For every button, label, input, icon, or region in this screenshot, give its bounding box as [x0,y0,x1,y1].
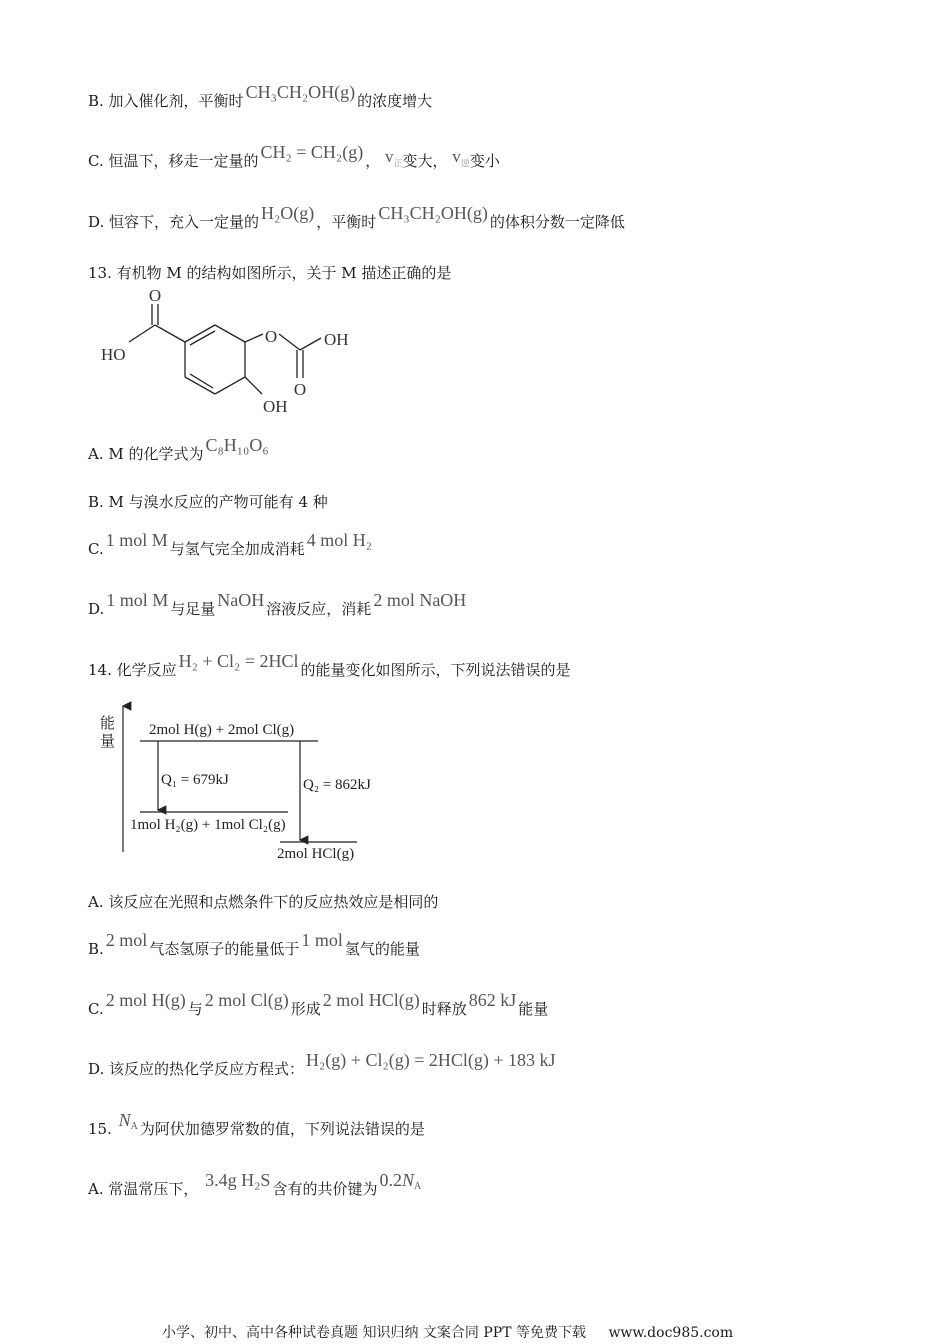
ester-bond [279,334,300,350]
formula: 2 mol NaOH [373,590,467,610]
text: 14. 化学反应 [88,661,177,679]
text: C. 恒温下，移走一定量的 [88,152,259,170]
acid-oh-bond [300,338,321,350]
text: 的体积分数一定降低 [489,213,625,231]
text: 溶液反应，消耗 [266,600,372,618]
formula: 862 kJ [468,990,517,1010]
q1-label: Q₁ = 679kJ [161,772,229,788]
text: 变小 [469,152,500,170]
text: 15. [88,1120,112,1138]
o-top: O [148,290,162,305]
q13-option-a [88,435,271,464]
text: 能量 [518,1000,549,1018]
formula: 2 mol [105,930,148,950]
formula: H₂(g) + Cl₂(g) = 2HCl(g) + 183 kJ [306,1050,556,1070]
text: 与氢气完全加成消耗 [169,540,305,558]
ho-left: HO [101,345,126,364]
q12-option-d [88,203,625,232]
q13-option-d [88,590,468,619]
text: 含有的共价键为 [272,1180,378,1198]
axis-label-2: 量 [100,734,116,750]
n-sub: A [130,1121,138,1132]
mid-level-label: 1mol H₂(g) + 1mol Cl₂(g) [130,817,286,833]
ring-oh-bond [245,377,262,394]
v-sub: 逆 [460,158,470,169]
n: N [118,1110,131,1130]
q14-option-c [88,990,549,1019]
formula: H₂O(g) [261,203,315,223]
text: B. [88,940,104,958]
carboxyl-bond [155,325,185,342]
text: A. M 的化学式为 [88,445,204,463]
v: v [384,147,394,166]
ring-bond [215,377,245,394]
formula: NaOH [217,590,265,610]
n-sub: A [413,1181,422,1192]
text: 形成 [290,1000,321,1018]
formula: 2 mol H(g) [105,990,186,1010]
q15-stem [88,1110,425,1140]
text: B. 加入催化剂，平衡时 [88,92,244,110]
q12-option-c [88,142,500,173]
num: 0.2 [379,1170,402,1190]
formula: 1 mol M [106,590,169,610]
v-sub: 正 [393,158,403,169]
text: ， [365,152,381,170]
q14-option-d [88,1050,558,1079]
axis-label-1: 能 [100,716,116,732]
text: C. [88,1000,104,1018]
text: C. [88,540,104,558]
q14-stem [88,651,571,680]
formula: 2 mol Cl(g) [204,990,289,1010]
text: ，平衡时 [316,213,377,231]
text: 的能量变化如图所示，下列说法错误的是 [300,661,571,679]
ester-bond [245,334,263,342]
formula: CH₃CH₂OH(g) [378,203,488,223]
v-forward [384,147,403,169]
text: D. [88,600,105,618]
o-ring: O [264,327,278,346]
q13-stem: 13. 有机物 M 的结构如图所示，关于 M 描述正确的是 [88,264,452,282]
ring-double-bond [190,331,215,345]
q15-option-a [88,1170,423,1200]
footer-link[interactable]: www.doc985.com [608,1325,734,1341]
top-level-label: 2mol H(g) + 2mol Cl(g) [149,722,295,738]
v-reverse [452,147,470,169]
text: 的浓度增大 [357,92,433,110]
q2-label: Q₂ = 862kJ [303,777,371,793]
formula: CH₂ = CH₂(g) [260,142,364,162]
formula: 3.4g H₂S [205,1170,271,1190]
formula: CH₃CH₂OH(g) [245,82,356,102]
o-bottom: O [293,380,307,399]
text: 与足量 [170,600,216,618]
text: D. 该反应的热化学反应方程式： [88,1060,305,1078]
q12-option-b [88,82,433,111]
formula: 2 mol HCl(g) [322,990,420,1010]
formula: 1 mol M [105,530,168,550]
text: 氢气的能量 [344,940,420,958]
text: 时释放 [421,1000,467,1018]
formula: H₂ + Cl₂ = 2HCl [178,651,299,671]
formula: 4 mol H₂ [306,530,373,550]
v: v [452,147,461,166]
text: 与 [187,1000,203,1018]
energy-diagram [95,700,385,870]
oh-right: OH [324,330,349,349]
text: 变大， [402,152,448,170]
q14-option-b [88,930,420,959]
oh-ring: OH [263,397,288,416]
hydroxyl-bond [129,325,155,342]
text: A. 常温常压下， [88,1180,199,1198]
structure-m [95,290,385,420]
avogadro-symbol [119,1110,138,1130]
formula: C₈H₁₀O₆ [205,435,269,455]
footer-text: 小学、初中、高中各种试卷真题 知识归纳 文案合同 PPT 等免费下载 [162,1325,586,1341]
n: N [401,1170,414,1190]
q13-option-c [88,530,374,559]
bottom-level-label: 2mol HCl(g) [277,846,355,862]
footer [162,1322,733,1342]
ring-bond [215,325,245,342]
formula: 1 mol [301,930,343,950]
text: 气态氢原子的能量低于 [149,940,300,958]
q13-option-b: B. M 与溴水反应的产物可能有 4 种 [88,493,328,511]
text: D. 恒容下，充入一定量的 [88,213,260,231]
formula [379,1170,421,1190]
q14-option-a: A. 该反应在光照和点燃条件下的反应热效应是相同的 [88,893,439,911]
text: 为阿伏加德罗常数的值，下列说法错误的是 [139,1120,425,1138]
